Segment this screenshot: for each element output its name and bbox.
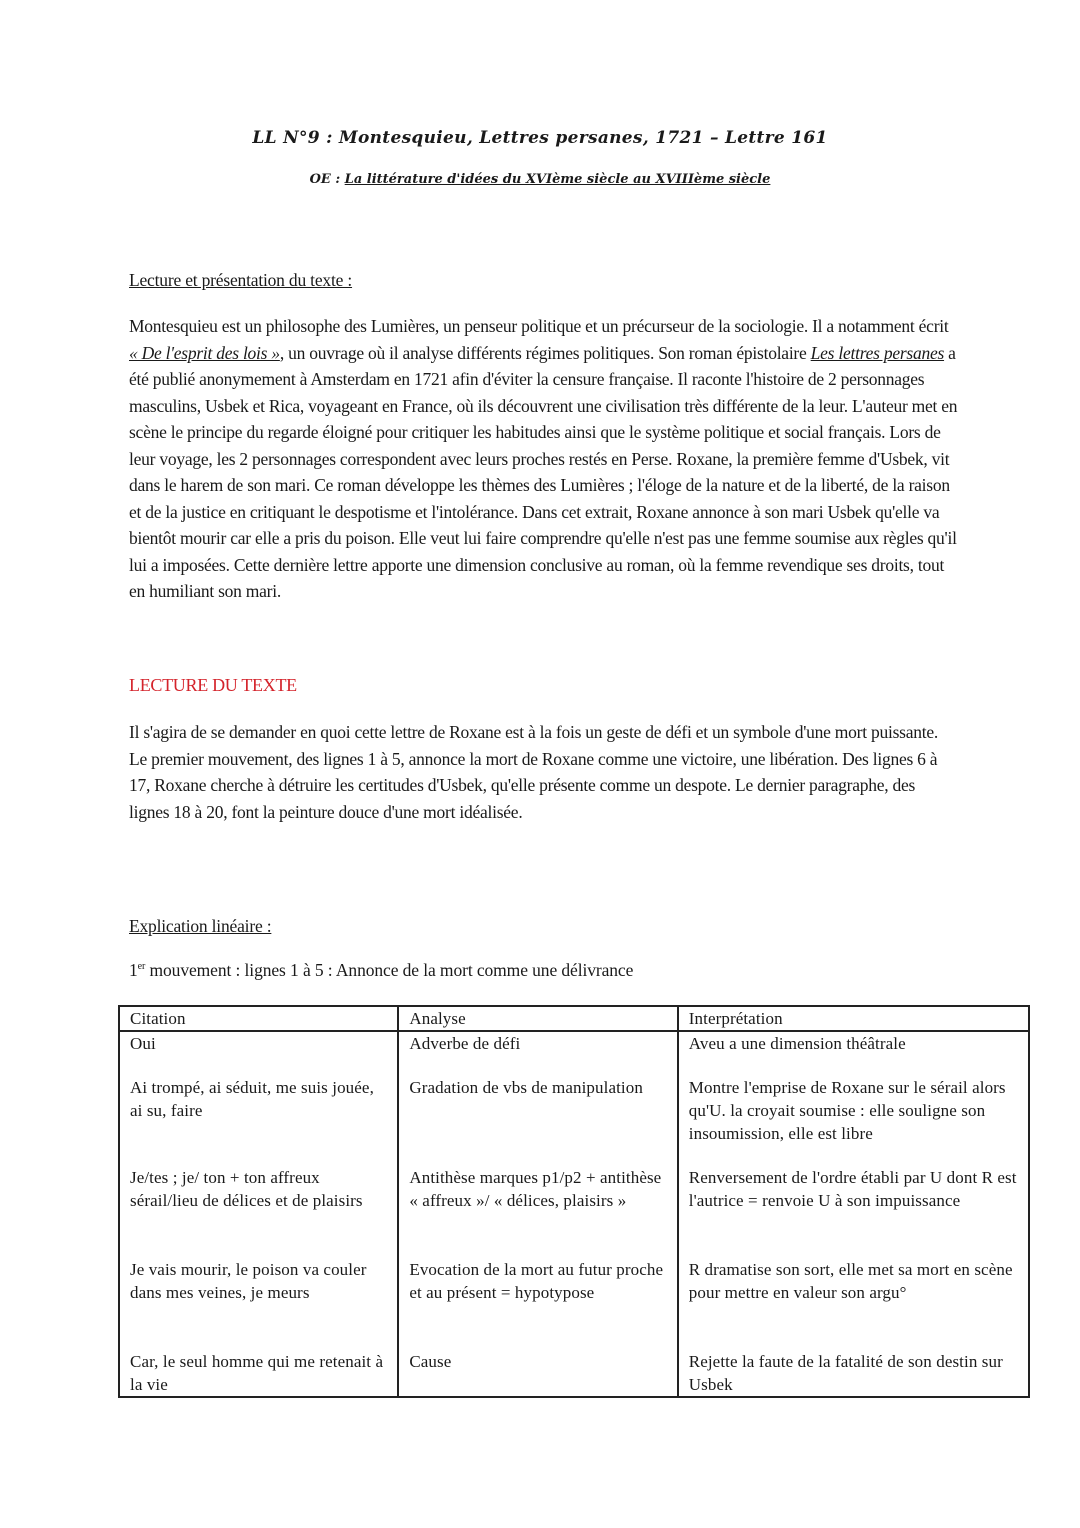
explication-heading: Explication linéaire : (129, 916, 272, 936)
document-subtitle (0, 172, 1080, 187)
lecture-heading: LECTURE DU TEXTE (129, 675, 297, 695)
presentation-text-1: Montesquieu est un philosophe des Lumières, un penseur politique et un précurseur de la sociologie. Il a notamment écrit (129, 316, 949, 336)
document-title: LL N°9 : Montesquieu, Lettres persanes, 1721 – Lettre 161 (252, 128, 828, 148)
movement-ordinal: er (137, 961, 146, 972)
cell-interpretation: Aveu a une dimension théâtrale (678, 1031, 1029, 1076)
cell-citation: Je vais mourir, le poison va couler dans mes veines, je meurs (119, 1258, 398, 1350)
explication-table (118, 1005, 1030, 1398)
cell-interpretation: Montre l'emprise de Roxane sur le sérail alors qu'U. la croyait soumise : elle souligne son insoumission, elle est libre (678, 1076, 1029, 1166)
movement-title (129, 960, 633, 981)
cell-citation: Oui (119, 1031, 398, 1076)
table-row (119, 1031, 1029, 1076)
cell-citation: Ai trompé, ai séduit, me suis jouée, ai su, faire (119, 1076, 398, 1166)
cell-analyse: Cause (398, 1350, 677, 1397)
cell-interpretation: Renversement de l'ordre établi par U dont R est l'autrice = renvoie U à son impuissance (678, 1166, 1029, 1258)
table-row (119, 1258, 1029, 1350)
table-row (119, 1076, 1029, 1166)
lecture-text: Il s'agira de se demander en quoi cette lettre de Roxane est à la fois un geste de défi et un symbole d'une mort puissante. Le premier mouvement, des lignes 1 à 5, annonce la mort de Roxane comme une victoire, une libération. Des lignes 6 à 17, Roxane cherche à détruire les certitudes d'Usbek, qu'elle présente comme un despote. Le dernier paragraphe, des lignes 18 à 20, font la peinture douce d'une mort idéalisée. (129, 722, 938, 822)
presentation-paragraph (129, 313, 959, 605)
work-title-lettres-persanes: Les lettres persanes (810, 342, 945, 363)
movement-text: mouvement : lignes 1 à 5 : Annonce de la mort comme une délivrance (145, 960, 634, 980)
cell-citation: Je/tes ; je/ ton + ton affreux sérail/lieu de délices et de plaisirs (119, 1166, 398, 1258)
movement-number: 1 (129, 960, 138, 980)
column-header-interpretation: Interprétation (678, 1006, 1029, 1031)
table-row (119, 1350, 1029, 1397)
column-header-citation: Citation (119, 1006, 398, 1031)
cell-analyse: Gradation de vbs de manipulation (398, 1076, 677, 1166)
table-row (119, 1166, 1029, 1258)
presentation-heading: Lecture et présentation du texte : (129, 270, 353, 290)
cell-citation: Car, le seul homme qui me retenait à la vie (119, 1350, 398, 1397)
subtitle-prefix: OE : (309, 172, 345, 187)
lecture-paragraph (129, 719, 959, 825)
table-header-row (119, 1006, 1029, 1031)
cell-interpretation: R dramatise son sort, elle met sa mort en scène pour mettre en valeur son argu° (678, 1258, 1029, 1350)
subtitle-text: La littérature d'idées du XVIème siècle au XVIIIème siècle (344, 172, 771, 187)
presentation-text-2: , un ouvrage où il analyse différents régimes politiques. Son roman épistolaire (279, 342, 811, 363)
cell-analyse: Evocation de la mort au futur proche et au présent = hypotypose (398, 1258, 677, 1350)
cell-analyse: Adverbe de défi (398, 1031, 677, 1076)
cell-interpretation: Rejette la faute de la fatalité de son destin sur Usbek (678, 1350, 1029, 1397)
presentation-text-3: a été publié anonymement à Amsterdam en 1721 afin d'éviter la censure française. Il raconte l'histoire de 2 personnages masculins, Usbek et Rica, voyageant en France, où ils découvrent une civilisation très différente de la leur. L'auteur met en scène le principe du regarde éloigné pour critiquer les habitudes ainsi que le système politique et social français. Lors de leur voyage, les 2 personnages correspondent avec leurs proches restés en Perse. Roxane, la première femme d'Usbek, vit dans le harem de son mari. Ce roman développe les thèmes des Lumières ; l'éloge de la nature et de la liberté, de la raison et de la justice en critiquant le despotisme et l'intolérance. Dans cet extrait, Roxane annonce à son mari Usbek qu'elle va bientôt mourir car elle a pris du poison. Elle veut lui faire comprendre qu'elle n'est pas une femme soumise aux règles qu'il lui a imposées. Cette dernière lettre apporte une dimension conclusive au roman, où la femme revendique ses droits, tout en humiliant son mari. (129, 342, 958, 601)
cell-analyse: Antithèse marques p1/p2 + antithèse « affreux »/ « délices, plaisirs » (398, 1166, 677, 1258)
column-header-analyse: Analyse (398, 1006, 677, 1031)
work-title-esprit-des-lois: « De l'esprit des lois » (129, 342, 280, 363)
